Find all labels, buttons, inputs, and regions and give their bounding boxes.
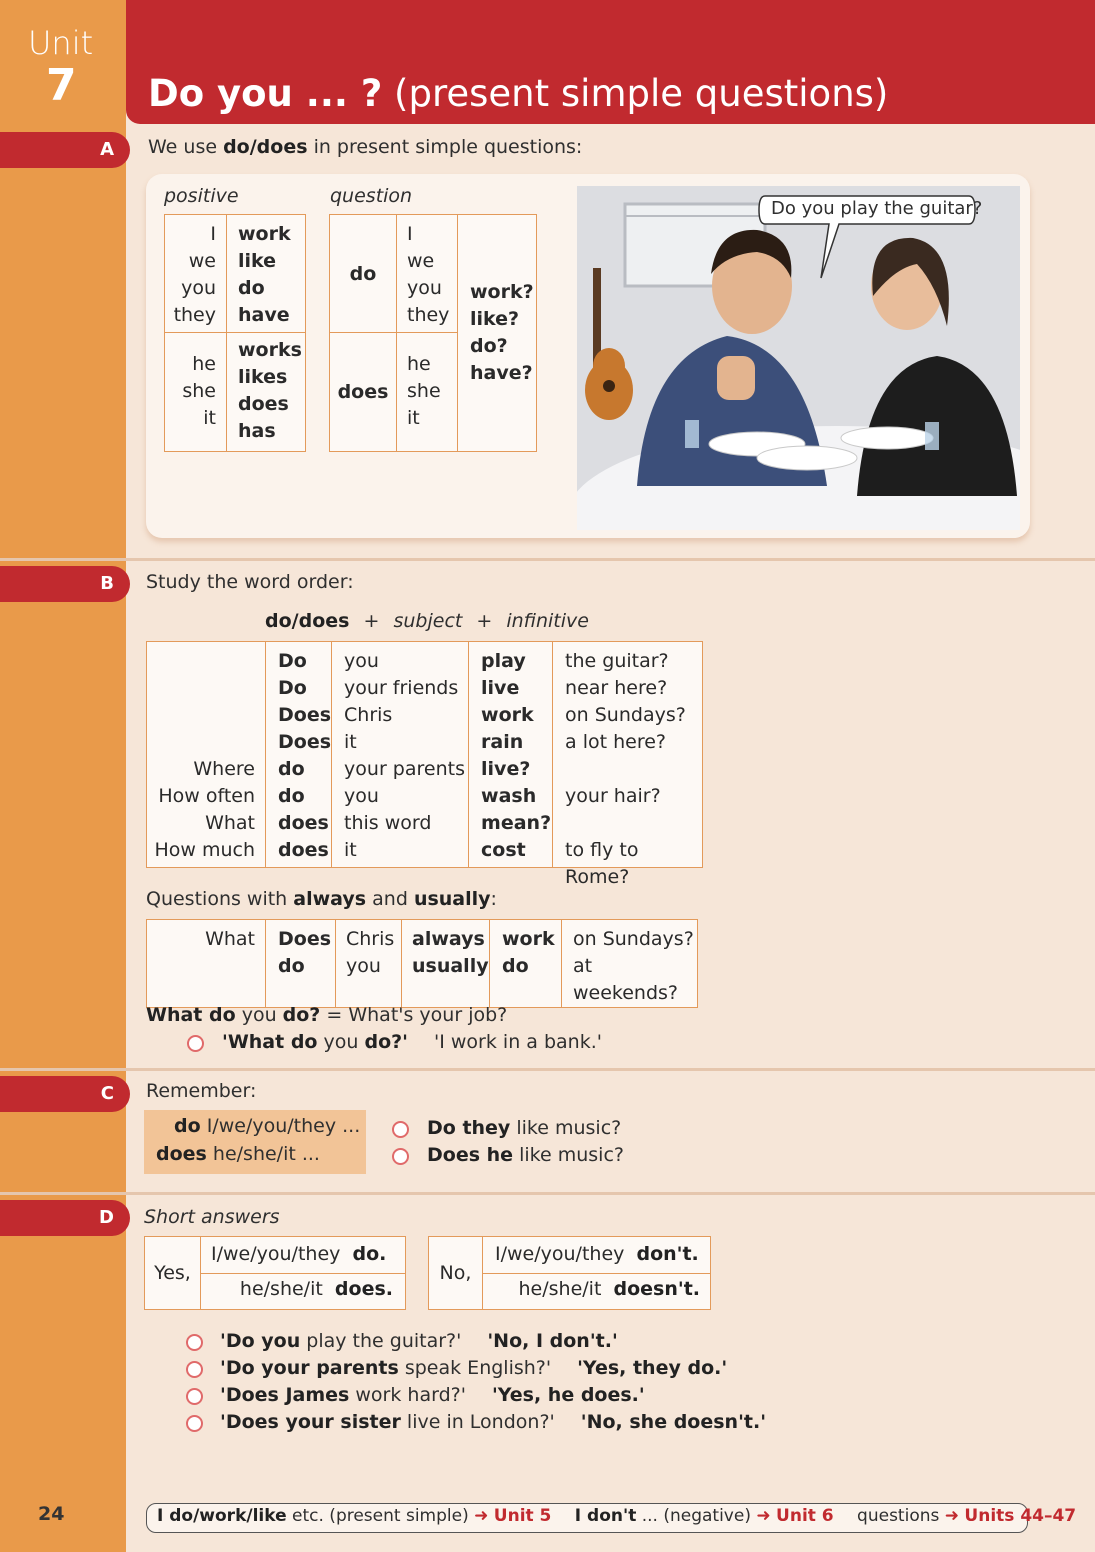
section-d-sidebar (0, 1196, 126, 1552)
short-answers-no-table (428, 1236, 711, 1310)
positive-table (164, 214, 306, 452)
short-answer-example: 'Do you play the guitar?' 'No, I don't.' (220, 1330, 618, 1352)
audio-circle-icon[interactable] (392, 1148, 409, 1165)
section-divider (0, 1068, 1095, 1071)
word-order-aux-cell: does (278, 812, 329, 834)
cross-reference-bar (146, 1503, 1077, 1533)
short-answer-example: 'Do your parents speak English?' 'Yes, they do.' (220, 1357, 728, 1379)
subject-column (332, 642, 469, 868)
section-b-sidebar (0, 562, 126, 1066)
yes-singular-answer: he/she/it does. (201, 1274, 406, 1310)
page-number: 24 (38, 1503, 65, 1525)
always-subject-column: Chris you (336, 920, 402, 1008)
section-tab-d: D (0, 1200, 130, 1236)
wh-word-column (147, 642, 266, 868)
remember-example-1: Do they like music? (427, 1117, 622, 1139)
word-order-wh-cell (147, 729, 255, 756)
audio-circle-icon[interactable] (186, 1334, 203, 1351)
audio-circle-icon[interactable] (186, 1415, 203, 1432)
word-order-subj-cell: this word (344, 812, 432, 834)
word-order-rest-cell: your hair? (565, 785, 661, 807)
remember-line-do: do I/we/you/they ... (174, 1115, 361, 1137)
word-order-rest-cell: to fly to Rome? (565, 839, 639, 888)
section-c-intro: Remember: (146, 1080, 257, 1102)
remember-line-does: does he/she/it ... (156, 1143, 320, 1165)
word-order-subj-cell: you (344, 650, 379, 672)
yes-plural-answer: I/we/you/they do. (201, 1237, 406, 1274)
question-subjects-singular: he she it (397, 333, 458, 452)
what-do-you-do-example: 'What do you do?' 'I work in a bank.' (222, 1031, 602, 1053)
question-table (329, 214, 537, 452)
verb-column (469, 642, 553, 868)
word-order-subj-cell: Chris (344, 704, 393, 726)
section-a-intro: We use do/does in present simple questions: (148, 136, 583, 158)
word-order-verb-cell: live (481, 677, 520, 699)
speech-bubble-text: Do you play the guitar? (771, 198, 983, 219)
word-order-aux-cell: Does (278, 704, 332, 726)
always-adverb-column: always usually (402, 920, 490, 1008)
question-subjects-plural: I we you they (397, 215, 458, 333)
word-order-aux-cell: do (278, 785, 305, 807)
word-order-verb-cell: cost (481, 839, 526, 861)
positive-subjects-plural: I we you they (165, 215, 227, 333)
word-order-wh-cell (147, 648, 255, 675)
word-order-verb-cell: rain (481, 731, 524, 753)
word-order-subj-cell: your parents (344, 758, 465, 780)
short-answer-example: 'Does your sister live in London?' 'No, she doesn't.' (220, 1411, 767, 1433)
word-order-verb-cell: mean? (481, 812, 552, 834)
word-order-subj-cell: your friends (344, 677, 459, 699)
word-order-subj-cell: it (344, 731, 357, 753)
word-order-aux-cell: does (278, 839, 329, 861)
word-order-wh-cell (147, 675, 255, 702)
word-order-verb-cell: wash (481, 785, 537, 807)
question-aux-do: do (330, 215, 397, 333)
word-order-aux-cell: Does (278, 731, 332, 753)
word-order-rest-cell (565, 756, 702, 783)
question-label: question (330, 185, 413, 207)
positive-label: positive (164, 185, 239, 207)
positive-verbs-s: works likes does has (227, 333, 306, 452)
word-order-verb-cell: live? (481, 758, 531, 780)
short-answer-example: 'Does James work hard?' 'Yes, he does.' (220, 1384, 645, 1406)
word-order-wh-cell (147, 702, 255, 729)
link-unit-5[interactable]: Unit 5 (493, 1506, 552, 1526)
link-unit-6[interactable]: Unit 6 (776, 1506, 834, 1526)
word-order-subj-cell: you (344, 785, 379, 807)
always-aux-column: Does do (266, 920, 336, 1008)
always-rest-column: on Sundays? at weekends? (562, 920, 698, 1008)
cross-reference-text: I do/work/like etc. (present simple) ➜ Unit 5 I don't ... (negative) ➜ Unit 6 questions ➜ Units 44–47 (157, 1506, 1077, 1526)
remember-example-2: Does he like music? (427, 1144, 624, 1166)
word-order-verb-cell: work (481, 704, 534, 726)
section-tab-b: B (0, 566, 130, 602)
rest-column (553, 642, 703, 888)
audio-circle-icon[interactable] (186, 1361, 203, 1378)
positive-verbs-base: work like do have (227, 215, 306, 333)
positive-subjects-singular: he she it (165, 333, 227, 452)
always-wh-column: What (147, 920, 266, 1008)
word-order-wh-cell: How much (154, 839, 255, 861)
audio-circle-icon[interactable] (186, 1388, 203, 1405)
section-tab-a: A (0, 132, 130, 168)
word-order-wh-cell: How often (158, 785, 255, 807)
page-title: Do you ... ? (present simple questions) (148, 72, 889, 115)
link-units-44-47[interactable]: Units 44–47 (964, 1506, 1077, 1526)
always-verb-column: work do (490, 920, 562, 1008)
word-order-rest-cell: the guitar? (565, 650, 669, 672)
no-label: No, (429, 1237, 483, 1310)
short-answers-yes-table (144, 1236, 406, 1310)
audio-circle-icon[interactable] (392, 1121, 409, 1138)
audio-circle-icon[interactable] (187, 1035, 204, 1052)
word-order-rest-cell: a lot here? (565, 731, 667, 753)
always-usually-table (146, 919, 698, 1008)
word-order-table (146, 641, 703, 888)
dinner-illustration (577, 186, 1020, 530)
word-order-subj-cell: it (344, 839, 357, 861)
word-order-wh-cell: What (205, 812, 255, 834)
section-b-intro: Study the word order: (146, 571, 354, 593)
word-order-rest-cell: on Sundays? (565, 704, 686, 726)
section-a-sidebar (0, 124, 126, 556)
section-divider (0, 1192, 1095, 1195)
word-order-aux-cell: Do (278, 677, 307, 699)
yes-label: Yes, (145, 1237, 201, 1310)
what-do-you-do-definition: What do you do? = What's your job? (146, 1004, 508, 1026)
word-order-wh-cell: Where (193, 758, 255, 780)
always-usually-intro: Questions with always and usually: (146, 888, 497, 910)
unit-number: 7 (46, 60, 77, 111)
section-tab-c: C (0, 1076, 130, 1112)
word-order-formula: do/does + subject + infinitive (265, 610, 589, 632)
unit-badge (0, 0, 126, 122)
question-aux-does: does (330, 333, 397, 452)
no-plural-answer: I/we/you/they don't. (483, 1237, 711, 1274)
no-singular-answer: he/she/it doesn't. (483, 1274, 711, 1310)
word-order-rest-cell: near here? (565, 677, 668, 699)
dinner-scene-drawing (577, 186, 1020, 530)
question-verbs: work? like? do? have? (458, 215, 537, 452)
section-divider (0, 558, 1095, 561)
remember-box (144, 1110, 366, 1174)
section-d-intro: Short answers (144, 1206, 280, 1228)
word-order-aux-cell: do (278, 758, 305, 780)
word-order-verb-cell: play (481, 650, 526, 672)
page-header (126, 0, 1095, 124)
word-order-rest-cell (565, 810, 702, 837)
word-order-aux-cell: Do (278, 650, 307, 672)
aux-column (266, 642, 332, 868)
unit-label: Unit (28, 24, 94, 62)
